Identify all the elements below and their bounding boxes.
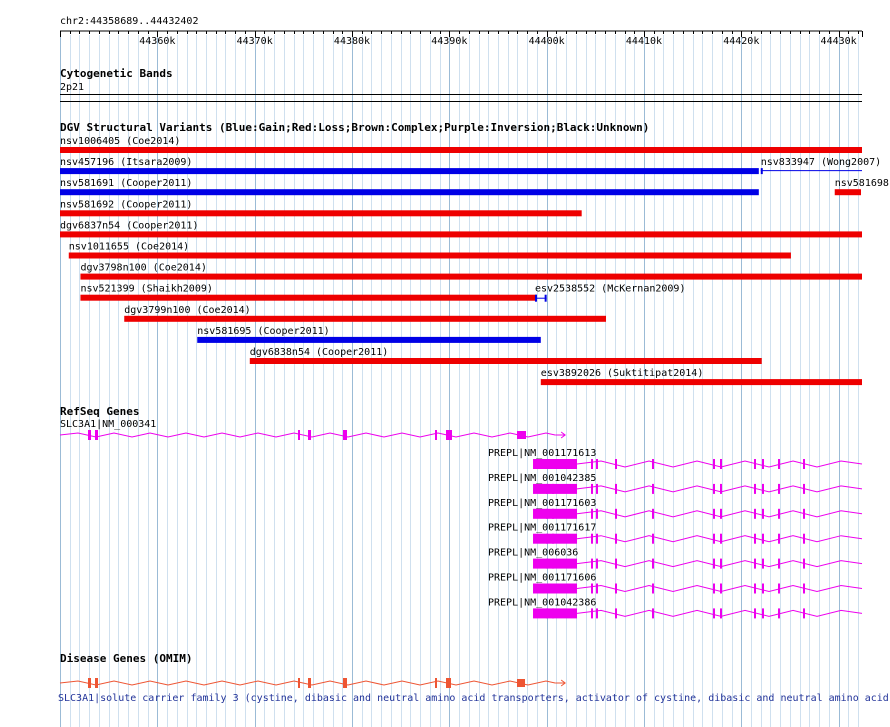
ruler-tick-label: 44390k	[431, 36, 468, 47]
refseq-gene[interactable]	[488, 448, 862, 469]
exon	[540, 460, 543, 468]
exon	[596, 534, 598, 544]
omim-exon	[308, 678, 311, 688]
dgv-variant[interactable]	[197, 326, 541, 343]
gene-label: PREPL|NM_001042386	[488, 597, 597, 609]
dgv-variants[interactable]	[60, 136, 889, 385]
exon	[720, 584, 722, 594]
omim-title: Disease Genes (OMIM)	[60, 652, 193, 665]
exon	[552, 459, 554, 469]
variant-bar-end	[761, 168, 763, 174]
exon	[615, 559, 617, 569]
variant-bar-end	[535, 295, 537, 302]
refseq-gene[interactable]	[60, 419, 565, 440]
exon	[591, 584, 593, 594]
exon	[803, 534, 805, 544]
exon	[803, 584, 805, 594]
gene-label: PREPL|NM_001171603	[488, 497, 597, 509]
variant-label: dgv3798n100 (Coe2014)	[80, 262, 207, 274]
exon	[778, 459, 780, 469]
exon	[546, 559, 548, 569]
exon	[596, 584, 598, 594]
exon	[540, 535, 543, 543]
variant-bar[interactable]	[60, 210, 582, 216]
dgv-variant[interactable]	[80, 263, 862, 280]
exon	[591, 534, 593, 544]
exon	[803, 559, 805, 569]
dgv-variant[interactable]	[80, 284, 536, 301]
exon	[591, 459, 593, 469]
ruler-tick-label: 44430k	[820, 36, 857, 47]
exon	[308, 430, 311, 440]
variant-label: dgv3799n100 (Coe2014)	[124, 304, 251, 316]
variant-label: nsv581692 (Cooper2011)	[60, 199, 193, 211]
dgv-variant[interactable]	[835, 178, 889, 195]
exon	[552, 608, 554, 618]
exon	[762, 584, 764, 594]
omim-exon	[298, 678, 300, 688]
exon	[720, 459, 722, 469]
exon	[720, 534, 722, 544]
variant-bar[interactable]	[124, 316, 606, 322]
omim-gene[interactable]	[60, 678, 565, 688]
exon	[540, 510, 543, 518]
intron-line	[60, 433, 555, 437]
exon	[778, 608, 780, 618]
variant-bar[interactable]	[835, 189, 861, 195]
variant-bar[interactable]	[69, 253, 791, 259]
exon	[754, 484, 756, 494]
exon	[713, 608, 715, 618]
exon	[713, 509, 715, 519]
gene-label: SLC3A1|NM_000341	[60, 419, 157, 430]
variant-label: dgv6838n54 (Cooper2011)	[249, 347, 389, 358]
omim-exon	[446, 678, 451, 688]
variant-bar[interactable]	[60, 231, 862, 237]
exon	[762, 608, 764, 618]
dgv-variant[interactable]	[535, 284, 686, 302]
refseq-gene[interactable]	[488, 597, 862, 618]
dgv-variant[interactable]	[761, 157, 881, 174]
exon	[652, 608, 654, 618]
omim-exon	[343, 678, 347, 688]
exon	[778, 509, 780, 519]
exon	[596, 509, 598, 519]
band-label: 2p21	[60, 82, 85, 93]
variant-bar[interactable]	[80, 295, 536, 301]
omim-track[interactable]	[58, 652, 889, 704]
exon	[343, 430, 347, 440]
dgv-variant[interactable]	[60, 199, 582, 216]
exon	[652, 459, 654, 469]
ruler-tick-label: 44410k	[625, 36, 663, 47]
omim-exon	[435, 678, 437, 688]
ruler[interactable]	[60, 16, 863, 47]
exon	[552, 584, 554, 594]
exon	[533, 509, 577, 519]
exon	[546, 509, 548, 519]
ruler-tick-label: 44420k	[723, 36, 760, 47]
variant-bar-end	[545, 295, 547, 302]
exon	[754, 459, 756, 469]
exon	[803, 509, 805, 519]
exon	[533, 534, 577, 544]
variant-label: dgv6837n54 (Cooper2011)	[60, 220, 199, 232]
exon	[803, 459, 805, 469]
dgv-title: DGV Structural Variants (Blue:Gain;Red:Loss;Brown:Complex;Purple:Inversion;Black:Unknown)	[60, 121, 650, 134]
dgv-variant[interactable]	[541, 368, 862, 385]
exon	[552, 559, 554, 569]
ruler-tick-label: 44360k	[139, 36, 176, 47]
exon	[615, 459, 617, 469]
variant-label: nsv1011655 (Coe2014)	[68, 241, 190, 253]
exon	[778, 534, 780, 544]
exon	[713, 484, 715, 494]
exon	[762, 484, 764, 494]
refseq-gene[interactable]	[488, 523, 862, 544]
exon	[754, 534, 756, 544]
exon	[762, 509, 764, 519]
ruler-tick-label: 44400k	[528, 36, 565, 47]
exon	[754, 559, 756, 569]
exon	[720, 509, 722, 519]
variant-bar[interactable]	[541, 379, 862, 385]
exon	[652, 484, 654, 494]
exon	[754, 509, 756, 519]
exon	[546, 534, 548, 544]
exon	[533, 584, 577, 594]
exon	[615, 484, 617, 494]
omim-exon	[95, 678, 98, 688]
exon	[720, 559, 722, 569]
exon	[596, 459, 598, 469]
exon	[95, 430, 98, 440]
exon	[546, 608, 548, 618]
exon	[762, 459, 764, 469]
refseq-gene[interactable]	[488, 498, 862, 519]
omim-exon	[517, 679, 525, 687]
exon	[778, 584, 780, 594]
exon	[540, 485, 543, 493]
exon	[446, 430, 452, 440]
exon	[778, 559, 780, 569]
exon	[713, 584, 715, 594]
exon	[88, 430, 91, 440]
exon	[652, 509, 654, 519]
intron-line	[60, 681, 555, 685]
gene-label: PREPL|NM_006036	[488, 547, 579, 559]
refseq-gene[interactable]	[488, 473, 862, 494]
variant-label: nsv581698	[834, 178, 889, 190]
variant-label: nsv833947 (Wong2007)	[760, 157, 882, 169]
exon	[803, 484, 805, 494]
exon	[546, 484, 548, 494]
gene-label: PREPL|NM_001171606	[488, 572, 597, 584]
exon	[720, 608, 722, 618]
refseq-title: RefSeq Genes	[60, 405, 140, 418]
exon	[533, 559, 577, 569]
exon	[778, 484, 780, 494]
ruler-tick-label: 44370k	[236, 36, 273, 47]
refseq-gene[interactable]	[488, 548, 862, 569]
variant-bar[interactable]	[60, 189, 759, 195]
locus-label: chr2:44358689..44432402	[60, 16, 199, 27]
exon	[591, 559, 593, 569]
exon	[435, 430, 437, 440]
exon	[596, 559, 598, 569]
exon	[713, 459, 715, 469]
variant-label: nsv581691 (Cooper2011)	[60, 178, 193, 190]
exon	[803, 608, 805, 618]
exon	[540, 609, 543, 617]
exon	[540, 585, 543, 593]
dgv-variant[interactable]	[250, 347, 762, 364]
variant-bar[interactable]	[197, 337, 541, 343]
exon	[713, 559, 715, 569]
exon	[298, 430, 300, 440]
dgv-variant[interactable]	[60, 178, 759, 195]
variant-bar[interactable]	[80, 274, 862, 280]
exon	[552, 534, 554, 544]
exon	[540, 560, 543, 568]
exon	[720, 484, 722, 494]
exon	[591, 509, 593, 519]
variant-label: nsv581695 (Cooper2011)	[197, 325, 330, 337]
exon	[615, 534, 617, 544]
exon	[754, 584, 756, 594]
variant-label: esv3892026 (Suktitipat2014)	[540, 368, 704, 380]
variant-bar[interactable]	[250, 358, 762, 364]
exon	[517, 431, 526, 439]
variant-label: esv2538552 (McKernan2009)	[534, 283, 686, 295]
exon	[754, 608, 756, 618]
ruler-ticks	[61, 31, 863, 47]
variant-bar[interactable]	[60, 168, 759, 174]
dgv-variant[interactable]	[124, 305, 606, 322]
exon	[596, 608, 598, 618]
exon	[652, 584, 654, 594]
exon	[552, 509, 554, 519]
omim-exon	[88, 678, 91, 688]
exon	[552, 484, 554, 494]
exon	[546, 584, 548, 594]
variant-label: nsv457196 (Itsara2009)	[60, 157, 193, 169]
exon	[533, 459, 577, 469]
dgv-variant[interactable]	[60, 157, 759, 174]
gene-label: PREPL|NM_001171617	[488, 522, 597, 534]
ruler-tick-label: 44380k	[333, 36, 371, 47]
exon	[533, 484, 577, 494]
variant-label: nsv1006405 (Coe2014)	[60, 136, 181, 147]
cytogenetic-bands-title: Cytogenetic Bands	[60, 67, 173, 80]
exon	[713, 534, 715, 544]
exon	[596, 484, 598, 494]
exon	[762, 559, 764, 569]
exon	[615, 608, 617, 618]
gene-label: PREPL|NM_001171613	[488, 448, 597, 459]
exon	[591, 608, 593, 618]
variant-bar[interactable]	[60, 147, 862, 153]
exon	[652, 559, 654, 569]
exon	[591, 484, 593, 494]
variant-label: nsv521399 (Shaikh2009)	[80, 283, 213, 295]
refseq-gene[interactable]	[488, 573, 862, 594]
exon	[652, 534, 654, 544]
exon	[533, 608, 577, 618]
exon	[762, 534, 764, 544]
gene-label: PREPL|NM_001042385	[488, 472, 597, 484]
exon	[615, 509, 617, 519]
omim-gene-label: SLC3A1|solute carrier family 3 (cystine, dibasic and neutral amino acid transporters, activator of cystine, dibasic and neutral amino acid	[58, 693, 889, 704]
exon	[546, 459, 548, 469]
dgv-track[interactable]	[60, 121, 889, 385]
dgv-variant[interactable]	[69, 242, 791, 259]
exon	[615, 584, 617, 594]
